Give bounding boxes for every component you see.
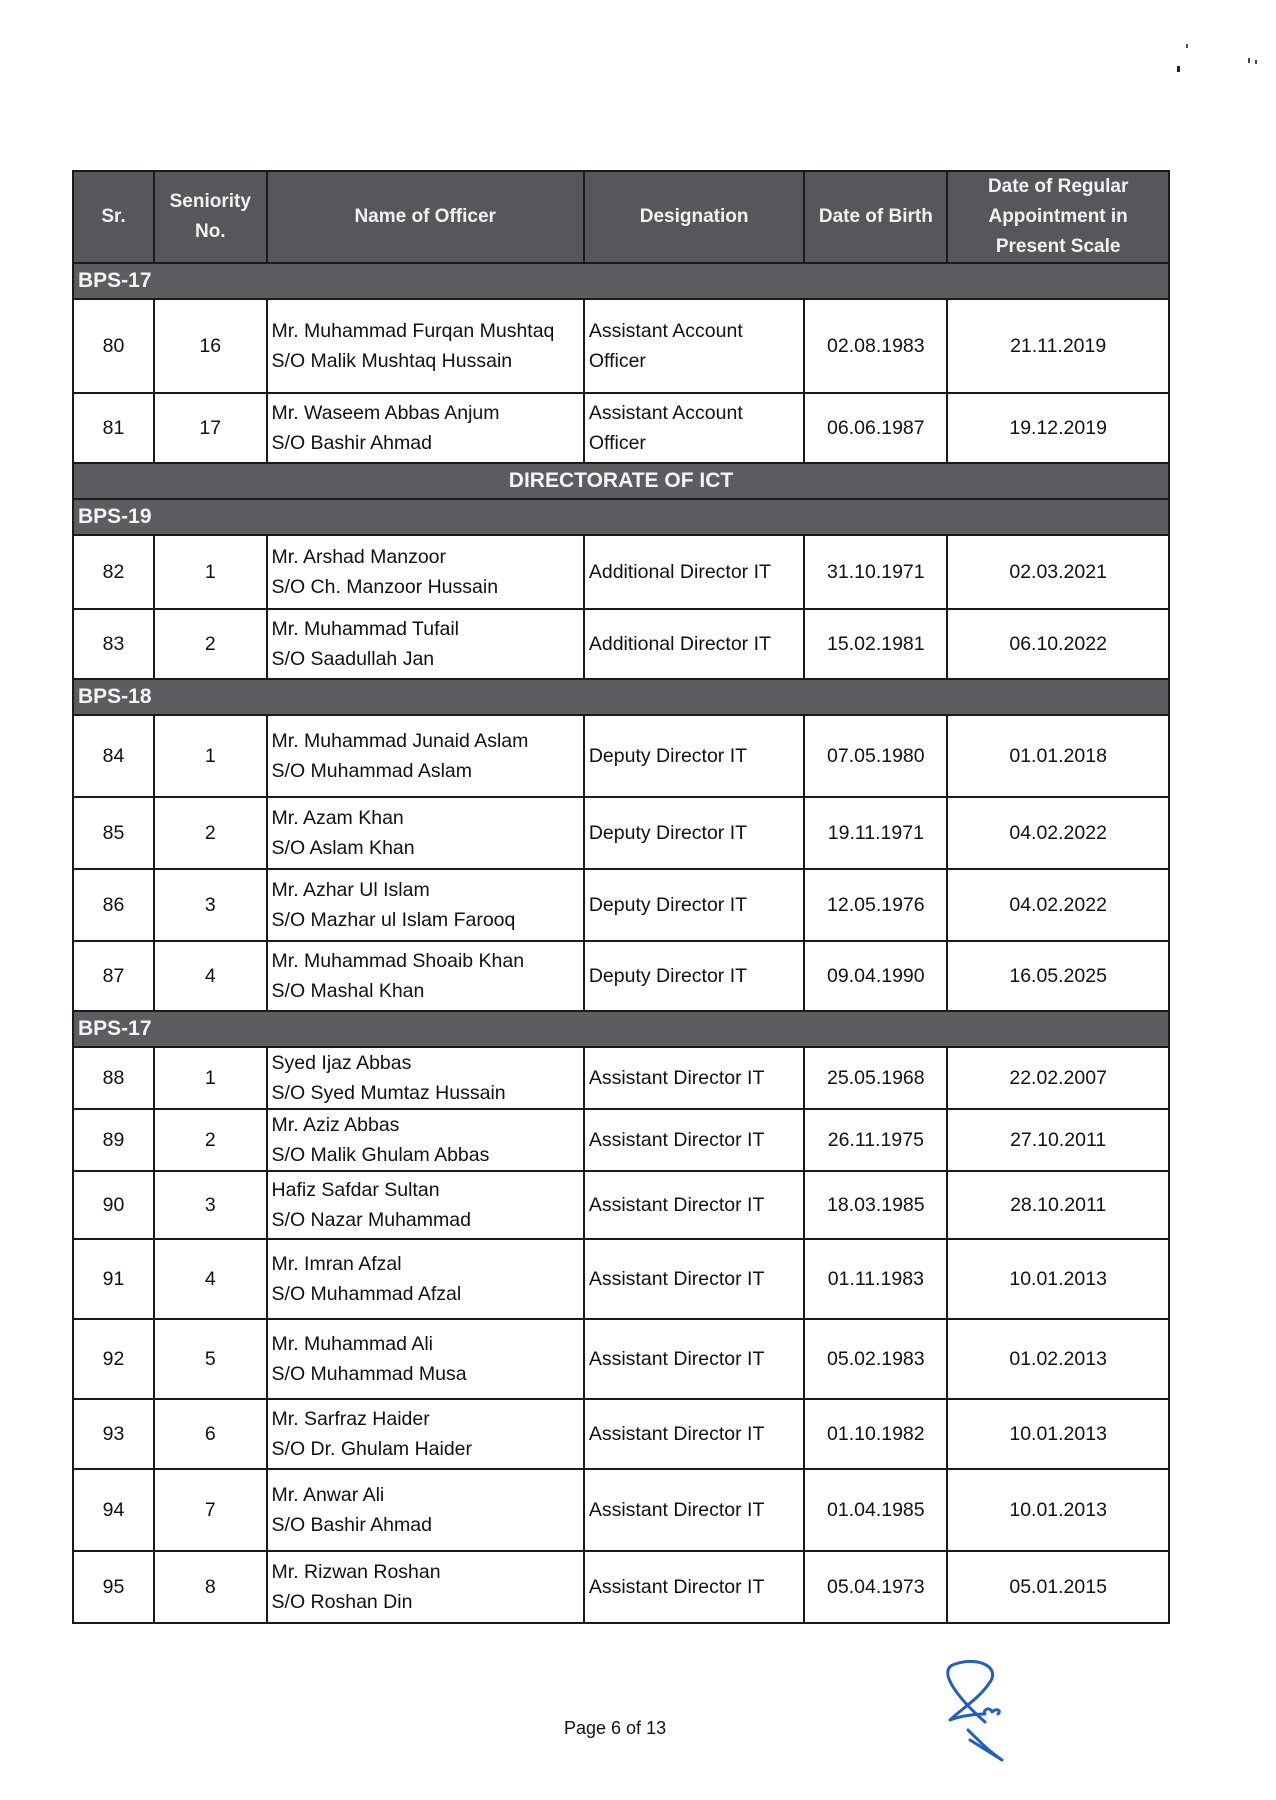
cell-designation: Deputy Director IT [584,941,805,1011]
cell-dob: 31.10.1971 [804,535,947,609]
cell-sr: 91 [73,1239,154,1319]
section-band-label: BPS-19 [73,499,1169,535]
table-row [73,797,1169,869]
table-row [73,393,1169,463]
officer-father: S/O Mashal Khan [271,980,425,1002]
cell-name [267,1551,584,1623]
cell-appointment: 19.12.2019 [947,393,1169,463]
table-row [73,715,1169,797]
cell-appointment: 01.01.2018 [947,715,1169,797]
header-appointment: Date of Regular Appointment in Present Scale [947,171,1169,263]
cell-seniority: 1 [154,715,267,797]
table-row [73,535,1169,609]
header-seniority: Seniority No. [154,171,267,263]
cell-appointment: 27.10.2011 [947,1109,1169,1171]
cell-dob: 19.11.1971 [804,797,947,869]
officer-name: Mr. Sarfraz Haider [271,1408,430,1430]
cell-name [267,797,584,869]
cell-seniority: 8 [154,1551,267,1623]
officer-father: S/O Mazhar ul Islam Farooq [271,909,516,931]
cell-seniority: 5 [154,1319,267,1399]
cell-dob: 15.02.1981 [804,609,947,679]
cell-sr: 95 [73,1551,154,1623]
cell-dob: 06.06.1987 [804,393,947,463]
cell-name [267,535,584,609]
cell-appointment: 04.02.2022 [947,797,1169,869]
table-header [73,171,1169,263]
officer-name: Mr. Muhammad Furqan Mushtaq [271,320,555,342]
cell-sr: 94 [73,1469,154,1551]
cell-sr: 80 [73,299,154,393]
scan-specks [1160,30,1270,80]
cell-name [267,1319,584,1399]
cell-dob: 05.02.1983 [804,1319,947,1399]
officer-name: Syed Ijaz Abbas [271,1052,412,1074]
cell-dob: 02.08.1983 [804,299,947,393]
cell-designation: Assistant Director IT [584,1319,805,1399]
officer-name: Mr. Muhammad Ali [271,1333,433,1355]
cell-dob: 01.11.1983 [804,1239,947,1319]
cell-name [267,1469,584,1551]
cell-name [267,1047,584,1109]
cell-sr: 90 [73,1171,154,1239]
cell-designation: Assistant Account Officer [584,299,805,393]
section-band-label: BPS-17 [73,263,1169,299]
cell-seniority: 16 [154,299,267,393]
section-band-label: BPS-17 [73,1011,1169,1047]
signature-icon [930,1660,1020,1770]
cell-designation: Assistant Director IT [584,1551,805,1623]
officer-father: S/O Malik Ghulam Abbas [271,1144,490,1166]
cell-name [267,869,584,941]
officer-father: S/O Bashir Ahmad [271,432,432,454]
officer-father: S/O Nazar Muhammad [271,1209,471,1231]
officer-name: Mr. Azhar Ul Islam [271,879,430,901]
cell-dob: 05.04.1973 [804,1551,947,1623]
cell-name [267,1109,584,1171]
cell-sr: 84 [73,715,154,797]
cell-seniority: 17 [154,393,267,463]
ict-table-body [73,499,1169,1623]
cell-appointment: 02.03.2021 [947,535,1169,609]
table-row [73,1171,1169,1239]
cell-designation: Additional Director IT [584,609,805,679]
section-band-label: BPS-18 [73,679,1169,715]
cell-seniority: 1 [154,535,267,609]
table-row [73,1319,1169,1399]
officer-name: Mr. Rizwan Roshan [271,1561,441,1583]
cell-designation: Assistant Director IT [584,1109,805,1171]
cell-sr: 83 [73,609,154,679]
table-row [73,1239,1169,1319]
cell-dob: 26.11.1975 [804,1109,947,1171]
cell-dob: 01.10.1982 [804,1399,947,1469]
officer-name: Mr. Muhammad Tufail [271,618,460,640]
officer-father: S/O Dr. Ghulam Haider [271,1438,473,1460]
cell-seniority: 4 [154,1239,267,1319]
table-row [73,609,1169,679]
header-name: Name of Officer [267,171,584,263]
cell-appointment: 22.02.2007 [947,1047,1169,1109]
table-row [73,1109,1169,1171]
officer-father: S/O Bashir Ahmad [271,1514,432,1536]
cell-seniority: 1 [154,1047,267,1109]
header-dob: Date of Birth [804,171,947,263]
cell-name [267,941,584,1011]
officer-name: Mr. Muhammad Junaid Aslam [271,730,529,752]
cell-sr: 85 [73,797,154,869]
officer-name: Mr. Arshad Manzoor [271,546,447,568]
officer-name: Hafiz Safdar Sultan [271,1179,440,1201]
officer-father: S/O Saadullah Jan [271,648,435,670]
cell-appointment: 10.01.2013 [947,1469,1169,1551]
cell-name [267,299,584,393]
cell-appointment: 21.11.2019 [947,299,1169,393]
cell-seniority: 4 [154,941,267,1011]
cell-seniority: 2 [154,609,267,679]
cell-name [267,393,584,463]
cell-appointment: 01.02.2013 [947,1319,1169,1399]
officer-father: S/O Muhammad Aslam [271,760,473,782]
cell-appointment: 10.01.2013 [947,1399,1169,1469]
table-row [73,1399,1169,1469]
table-row [73,1469,1169,1551]
cell-sr: 82 [73,535,154,609]
section-band-row [73,499,1169,535]
cell-seniority: 7 [154,1469,267,1551]
cell-designation: Deputy Director IT [584,715,805,797]
table-body [73,263,1169,499]
officer-name: Mr. Muhammad Shoaib Khan [271,950,525,972]
cell-seniority: 2 [154,797,267,869]
cell-appointment: 04.02.2022 [947,869,1169,941]
section-band-row [73,263,1169,299]
officer-father: S/O Ch. Manzoor Hussain [271,576,499,598]
cell-sr: 92 [73,1319,154,1399]
section-band-row [73,1011,1169,1047]
cell-dob: 12.05.1976 [804,869,947,941]
cell-designation: Deputy Director IT [584,869,805,941]
officer-father: S/O Muhammad Afzal [271,1283,462,1305]
cell-name [267,609,584,679]
directorate-band-row [73,463,1169,499]
cell-name [267,715,584,797]
cell-seniority: 6 [154,1399,267,1469]
officer-name: Mr. Anwar Ali [271,1484,385,1506]
cell-appointment: 28.10.2011 [947,1171,1169,1239]
officer-name: Mr. Imran Afzal [271,1253,402,1275]
table-row [73,941,1169,1011]
section-band-row [73,679,1169,715]
cell-appointment: 16.05.2025 [947,941,1169,1011]
cell-appointment: 06.10.2022 [947,609,1169,679]
page-number: Page 6 of 13 [564,1718,667,1738]
cell-designation: Assistant Director IT [584,1469,805,1551]
cell-sr: 81 [73,393,154,463]
cell-sr: 88 [73,1047,154,1109]
table-row [73,1047,1169,1109]
cell-dob: 25.05.1968 [804,1047,947,1109]
seniority-list-table [72,170,1170,1624]
officer-father: S/O Malik Mushtaq Hussain [271,350,513,372]
cell-designation: Assistant Director IT [584,1047,805,1109]
table-row [73,299,1169,393]
cell-designation: Additional Director IT [584,535,805,609]
cell-designation: Assistant Account Officer [584,393,805,463]
cell-seniority: 3 [154,869,267,941]
officer-father: S/O Muhammad Musa [271,1363,467,1385]
cell-dob: 01.04.1985 [804,1469,947,1551]
cell-appointment: 10.01.2013 [947,1239,1169,1319]
cell-sr: 87 [73,941,154,1011]
cell-dob: 09.04.1990 [804,941,947,1011]
cell-name [267,1239,584,1319]
cell-appointment: 05.01.2015 [947,1551,1169,1623]
cell-designation: Assistant Director IT [584,1399,805,1469]
officer-name: Mr. Waseem Abbas Anjum [271,402,500,424]
cell-designation: Deputy Director IT [584,797,805,869]
cell-dob: 07.05.1980 [804,715,947,797]
header-sr: Sr. [73,171,154,263]
cell-dob: 18.03.1985 [804,1171,947,1239]
table-row [73,1551,1169,1623]
cell-designation: Assistant Director IT [584,1239,805,1319]
cell-sr: 93 [73,1399,154,1469]
cell-name [267,1171,584,1239]
cell-sr: 86 [73,869,154,941]
cell-designation: Assistant Director IT [584,1171,805,1239]
officer-father: S/O Aslam Khan [271,837,415,859]
table-row [73,869,1169,941]
officer-name: Mr. Aziz Abbas [271,1114,400,1136]
directorate-title: DIRECTORATE OF ICT [73,463,1169,499]
cell-name [267,1399,584,1469]
officer-name: Mr. Azam Khan [271,807,404,829]
cell-seniority: 3 [154,1171,267,1239]
officer-father: S/O Roshan Din [271,1591,413,1613]
header-designation: Designation [584,171,805,263]
officer-father: S/O Syed Mumtaz Hussain [271,1082,506,1104]
cell-sr: 89 [73,1109,154,1171]
cell-seniority: 2 [154,1109,267,1171]
